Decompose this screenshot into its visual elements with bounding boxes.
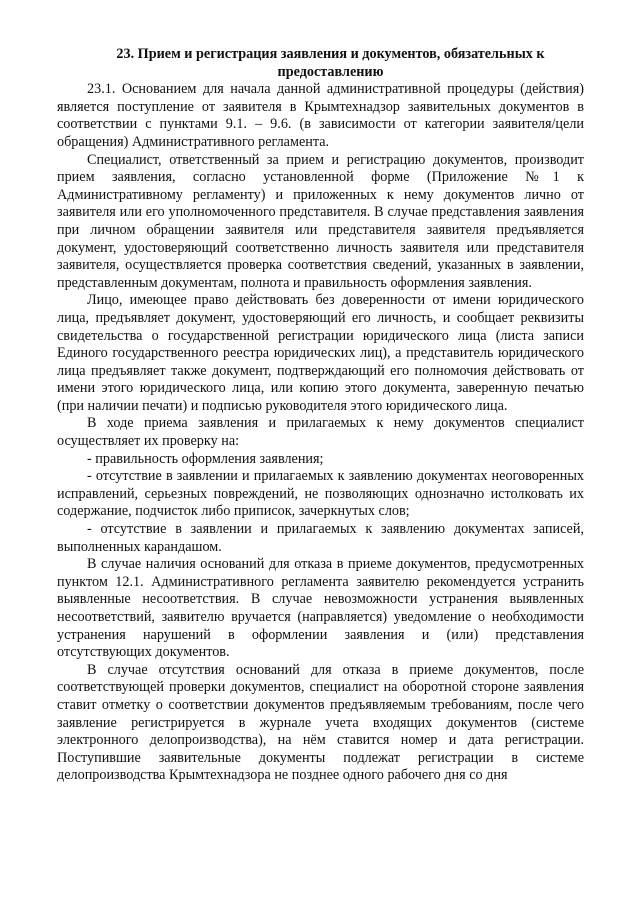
section-heading: 23. Прием и регистрация заявления и документов, обязательных к предоставлению bbox=[116, 46, 545, 80]
list-item: - отсутствие в заявлении и прилагаемых к заявлению документах неоговоренных исправлений, серьезных повреждений, не позволяющих однозначно истолковать их содержание, подчисток либо приписок, зачеркнутых слов; bbox=[57, 468, 584, 520]
list-item: - правильность оформления заявления; bbox=[87, 450, 324, 467]
paragraph-basis: 23.1. Основанием для начала данной административной процедуры (действия) является поступление от заявителя в Крымтехнадзор заявительных документов в соответствии с пунктами 9.1. – 9.6. (в зависимости от категории заявителя/цели обращения) Административного регламента. bbox=[57, 81, 584, 150]
document-body bbox=[57, 46, 584, 785]
list-item: - отсутствие в заявлении и прилагаемых к заявлению документах записей, выполненных карандашом. bbox=[57, 521, 584, 555]
paragraph-verification-intro: В ходе приема заявления и прилагаемых к нему документов специалист осуществляет их проверку на: bbox=[57, 415, 584, 450]
paragraph-legal-entity: Лицо, имеющее право действовать без доверенности от имени юридического лица, предъявляет документ, удостоверяющий его личность, и сообщает реквизиты свидетельства о государственной регистрации юридического лица (листа записи Единого государственного реестра юридических лиц), а представитель юридического лица предъявляет также документ, подтверждающий его полномочия действовать от имени этого юридического лица, или копию этого документа, заверенную печатью (при наличии печати) и подписью руководителя этого юридического лица. bbox=[57, 292, 584, 414]
paragraph-refusal-grounds: В случае наличия оснований для отказа в приеме документов, предусмотренных пунктом 12.1. Административного регламента заявителю рекомендуется устранить выявленные несоответствия. В случае невозможности устранения выявленных несоответствий, заявителю вручается (направляется) уведомление о необходимости устранения нарушений в оформлении заявления и (или) представления отсутствующих документов. bbox=[57, 556, 584, 661]
paragraph-specialist-reception: Специалист, ответственный за прием и регистрацию документов, производит прием заявления, согласно установленной форме (Приложение №1 к Административному регламенту) и приложенных к нему документов лично от заявителя или его уполномоченного представителя. В случае представления заявления при личном обращении заявителя или представителя заявителя предъявляется документ, удостоверяющий соответственно личность заявителя или представителя заявителя, осуществляется проверка соответствия сведений, указанных в заявлении, представленным документам, полнота и правильность оформления заявления. bbox=[57, 151, 584, 291]
paragraph-registration: В случае отсутствия оснований для отказа в приеме документов, после соответствующей проверки документов, специалист на оборотной стороне заявления ставит отметку о соответствии документов предъявляемым требованиям, после чего заявление регистрируется в журнале учета входящих документов (системе электронного делопроизводства), на нём ставится номер и дата регистрации. Поступившие заявительные документы подлежат регистрации в системе делопроизводства Крымтехнадзора не позднее одного рабочего дня со дня bbox=[57, 661, 584, 784]
